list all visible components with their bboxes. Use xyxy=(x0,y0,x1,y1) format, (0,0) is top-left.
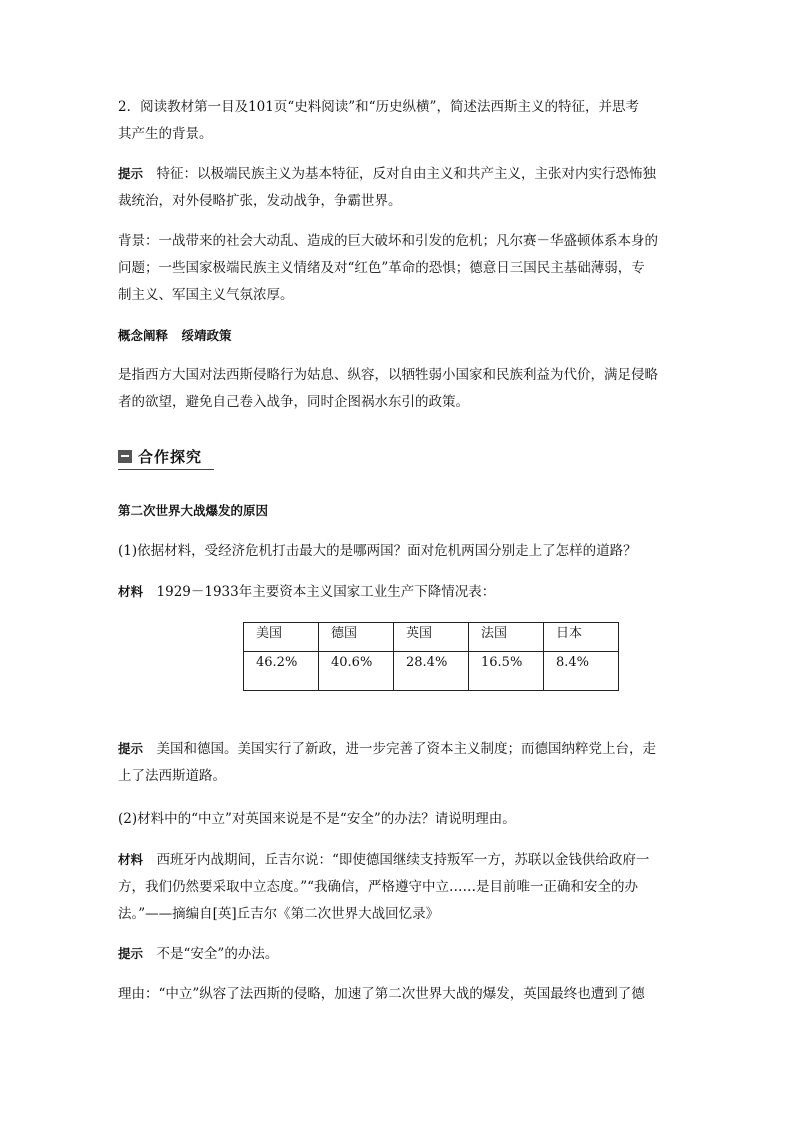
material-1 xyxy=(118,578,680,606)
concept-term: 绥靖政策 xyxy=(181,328,232,343)
table-header-cell: 法国 xyxy=(469,623,544,652)
material-1-text: 1929－1933年主要资本主义国家工业生产下降情况表： xyxy=(156,584,496,600)
question-1: (1)依据材料，受经济危机打击最大的是哪两国？面对危机两国分别走上了怎样的道路？ xyxy=(118,543,637,559)
material-2-text: 西班牙内战期间，丘吉尔说：“即使德国继续支持叛军一方，苏联以金钱供给政府一 xyxy=(156,852,650,868)
question-2b: (2)材料中的“中立”对英国来说是不是“安全”的办法？请说明理由。 xyxy=(118,811,516,827)
table-cell: 8.4% xyxy=(544,652,619,691)
topic-title xyxy=(118,497,680,525)
table-cell: 46.2% xyxy=(244,652,319,691)
concept-definition xyxy=(118,362,680,416)
material-1-label: 材料 xyxy=(118,584,144,599)
question-2 xyxy=(118,94,680,148)
background-line-1: 背景：一战带来的社会大动乱、造成的巨大破坏和引发的危机；凡尔赛－华盛顿体系本身的 xyxy=(118,233,658,249)
hint-answer-2-text: 不是“安全”的办法。 xyxy=(156,946,279,962)
concept-line-2: 者的欲望，避免自己卷入战争，同时企图祸水东引的政策。 xyxy=(118,394,469,410)
table-header-row xyxy=(244,623,619,652)
material-2-line-2: 方，我们仍然要采取中立态度。”“我确信，严格遵守中立……是目前唯一正确和安全的办 xyxy=(118,879,639,895)
table-cell: 40.6% xyxy=(319,652,394,691)
hint-answer-2 xyxy=(118,940,680,968)
question-2-line-2: 其产生的背景。 xyxy=(118,126,213,142)
material-2-line-3: 法。”——摘编自[英]丘吉尔《第二次世界大战回忆录》 xyxy=(118,906,440,922)
hint-label: 提示 xyxy=(118,946,144,961)
material-2-label: 材料 xyxy=(118,852,144,867)
material-2-line-1 xyxy=(118,846,680,874)
background-line-3: 制主义、军国主义气氛浓厚。 xyxy=(118,287,294,303)
hint-answer-1-line-1 xyxy=(118,735,680,763)
production-decline-table xyxy=(243,622,619,691)
section-icon xyxy=(118,450,132,463)
table-header-cell: 英国 xyxy=(394,623,469,652)
section-heading xyxy=(118,443,214,470)
hint-answer-1-text: 美国和德国。美国实行了新政，进一步完善了资本主义制度；而德国纳粹党上台，走 xyxy=(156,741,657,757)
concept-heading xyxy=(118,322,680,350)
background-paragraph xyxy=(118,228,680,309)
table-cell: 16.5% xyxy=(469,652,544,691)
hint-features xyxy=(118,160,680,215)
section-title: 合作探究 xyxy=(138,447,203,466)
hint-features-line-2: 裁统治，对外侵略扩张，发动战争，争霸世界。 xyxy=(118,193,402,209)
table-header-cell: 日本 xyxy=(544,623,619,652)
background-line-2: 问题；一些国家极端民族主义情绪及对“红色”革命的恐惧；德意日三国民主基础薄弱，专 xyxy=(118,260,645,276)
hint-label: 提示 xyxy=(118,741,144,756)
table-header-cell: 美国 xyxy=(244,623,319,652)
reason-paragraph: 理由：“中立”纵容了法西斯的侵略，加速了第二次世界大战的爆发，英国最终也遭到了德 xyxy=(118,986,645,1002)
question-2-line-1: 2．阅读教材第一目及101页“史料阅读”和“历史纵横”，简述法西斯主义的特征，并思考 xyxy=(118,99,639,115)
concept-line-1: 是指西方大国对法西斯侵略行为姑息、纵容，以牺牲弱小国家和民族利益为代价，满足侵略 xyxy=(118,367,658,383)
table-cell: 28.4% xyxy=(394,652,469,691)
table-header-cell: 德国 xyxy=(319,623,394,652)
concept-label: 概念阐释 xyxy=(118,328,169,343)
topic-title-text: 第二次世界大战爆发的原因 xyxy=(118,503,269,518)
hint-label: 提示 xyxy=(118,166,144,181)
material-2 xyxy=(118,846,680,928)
hint-answer-1-line-2: 上了法西斯道路。 xyxy=(118,768,226,784)
hint-features-text: 特征：以极端民族主义为基本特征，反对自由主义和共产主义，主张对内实行恐怖独 xyxy=(156,166,657,182)
hint-features-line-1 xyxy=(118,160,680,188)
hint-answer-1 xyxy=(118,735,680,790)
table-row xyxy=(244,652,619,691)
